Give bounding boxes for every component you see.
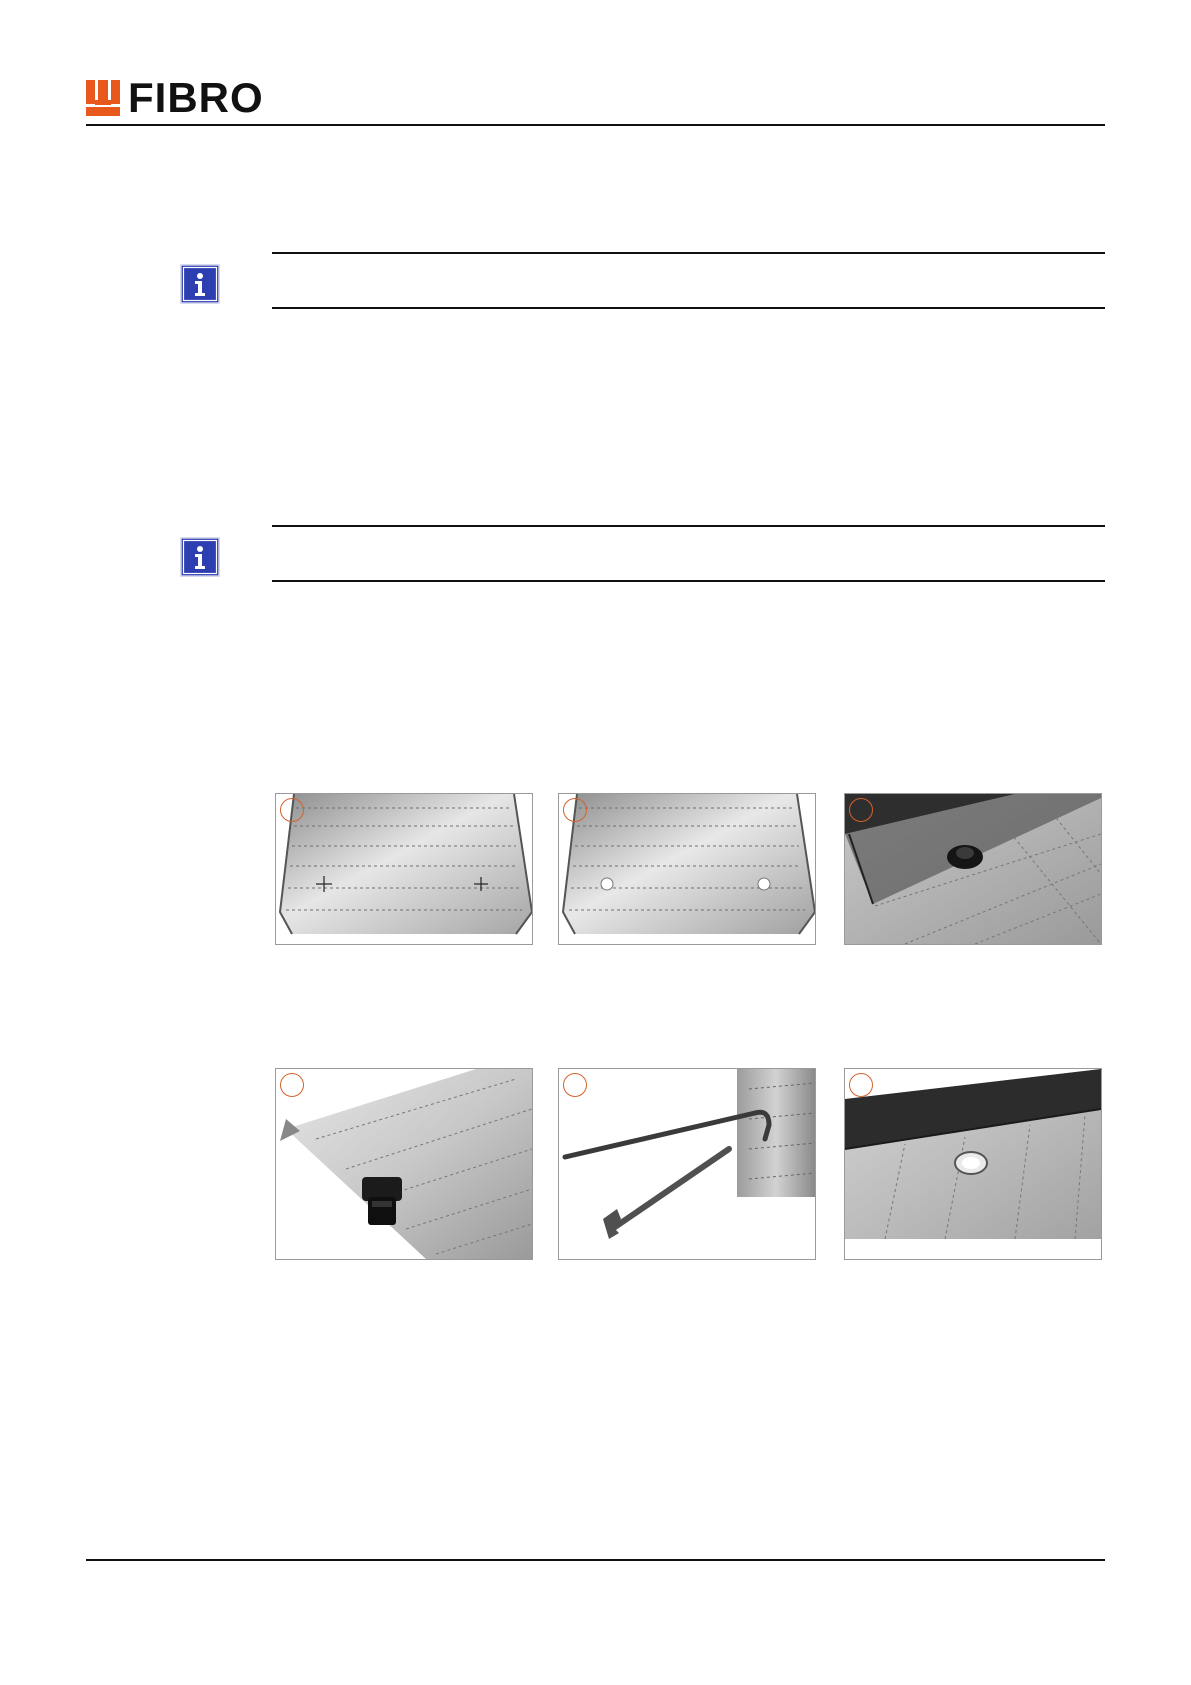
fibro-logo	[86, 74, 264, 121]
step-number-circle	[849, 1073, 873, 1097]
sheet-metal-image	[845, 794, 1101, 944]
info-icon	[180, 264, 220, 304]
note-rule-top	[272, 252, 1105, 254]
info-note-1	[180, 252, 1105, 310]
sheet-metal-image	[845, 1069, 1101, 1259]
photo-step-6	[844, 1068, 1102, 1260]
photo-step-5	[558, 1068, 816, 1260]
info-note-2	[180, 525, 1105, 583]
step-number-circle	[280, 1073, 304, 1097]
page-header	[86, 74, 1105, 126]
logo-text: FIBRO	[128, 74, 264, 121]
sheet-metal-image	[276, 1069, 532, 1259]
header-divider	[86, 124, 1105, 126]
note-rule-top	[272, 525, 1105, 527]
wrench-image	[559, 1069, 815, 1259]
info-icon	[180, 537, 220, 577]
sheet-metal-image	[559, 794, 815, 944]
step-number-circle	[280, 798, 304, 822]
photo-step-1	[275, 793, 533, 945]
photo-step-4	[275, 1068, 533, 1260]
step-number-circle	[563, 798, 587, 822]
note-rule-bottom	[272, 580, 1105, 582]
fibro-logo-mark-icon	[86, 80, 120, 116]
step-number-circle	[849, 798, 873, 822]
footer-divider	[86, 1559, 1105, 1561]
step-number-circle	[563, 1073, 587, 1097]
sheet-metal-image	[276, 794, 532, 944]
photo-step-3	[844, 793, 1102, 945]
note-rule-bottom	[272, 307, 1105, 309]
photo-step-2	[558, 793, 816, 945]
